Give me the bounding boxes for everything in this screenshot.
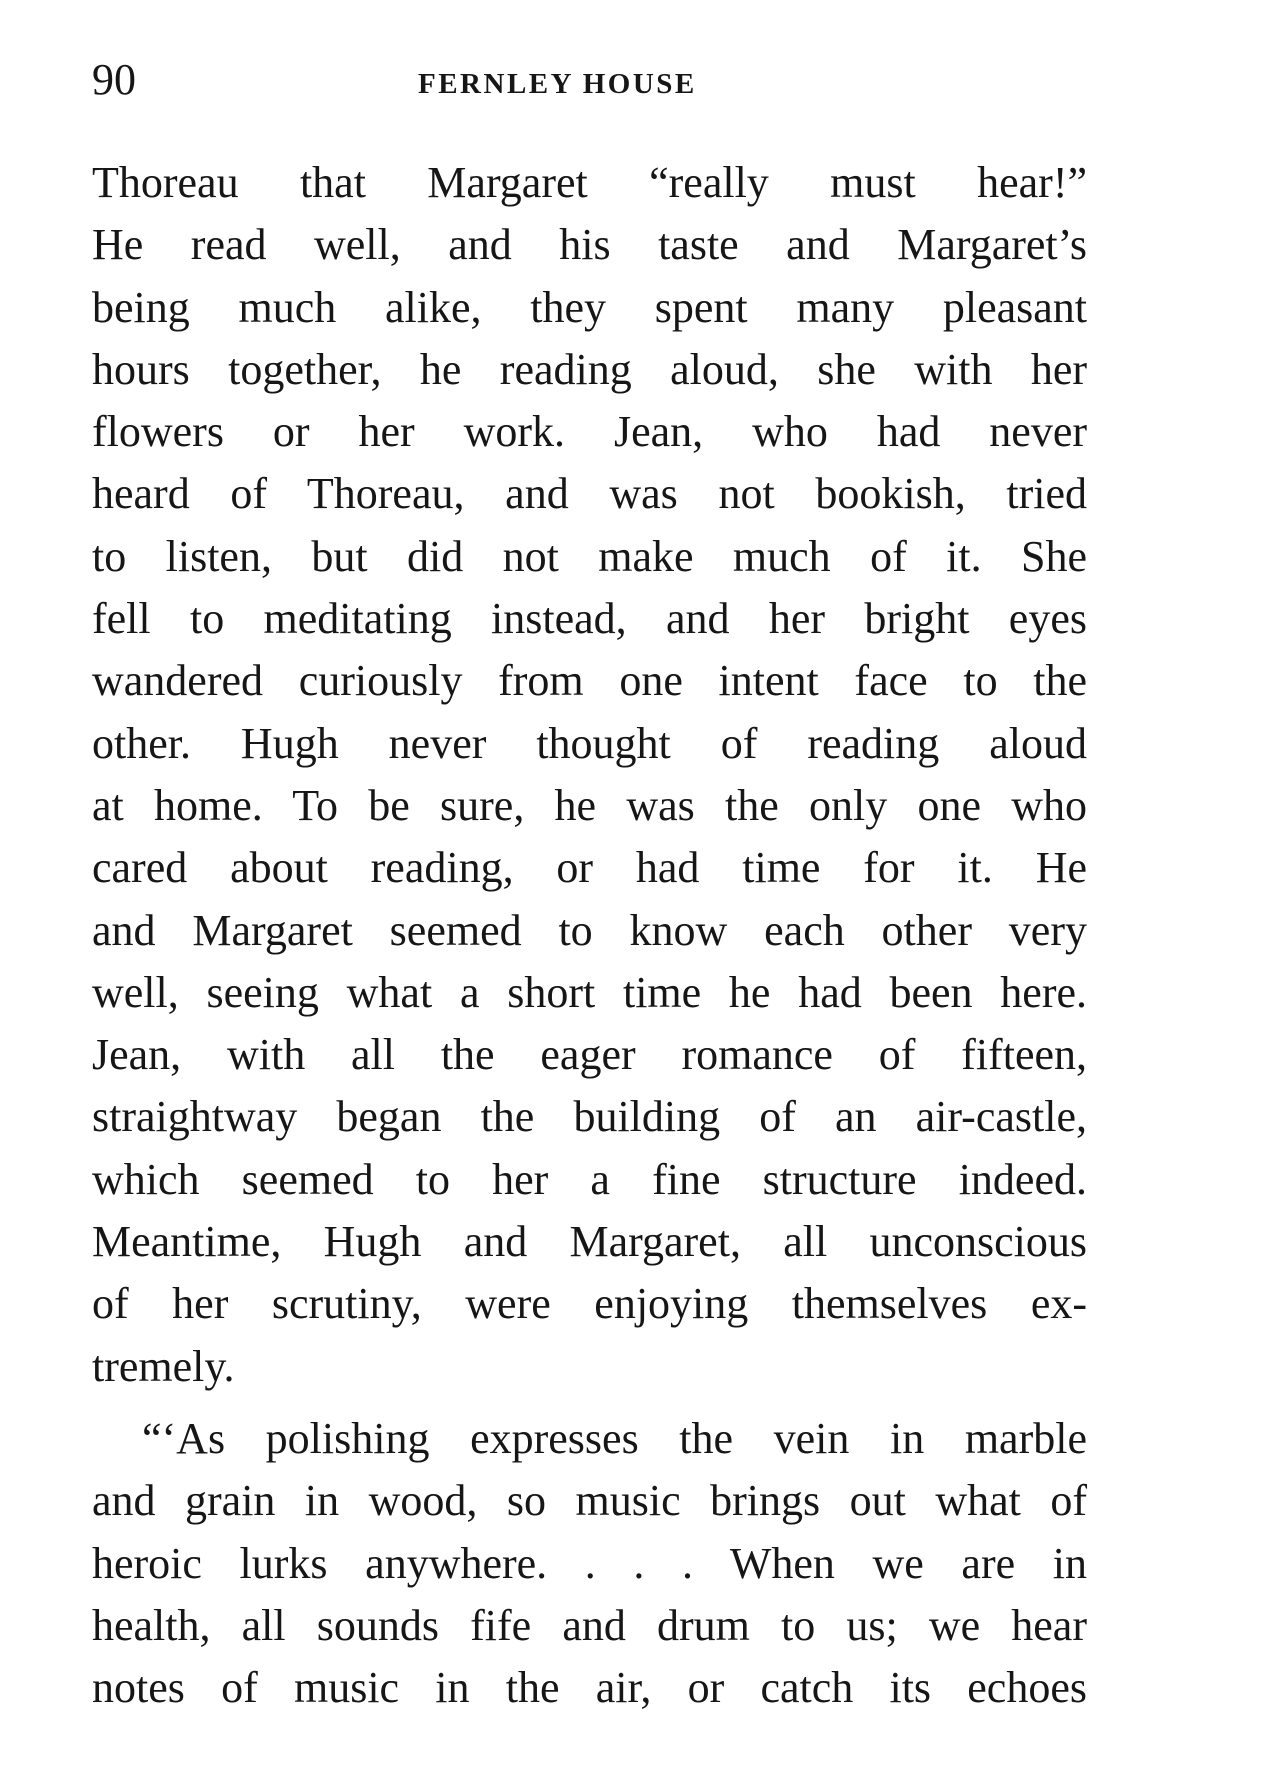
text-line: which seemed to her a fine structure indeed. <box>92 1154 1087 1204</box>
text-line: and grain in wood, so music brings out what of <box>92 1476 1087 1526</box>
text-line: wandered curiously from one intent face to the <box>92 656 1087 706</box>
text-line: heroic lurks anywhere. . . . When we are in <box>92 1538 1087 1588</box>
text-line: flowers or her work. Jean, who had never <box>92 407 1087 457</box>
text-line: other. Hugh never thought of reading aloud <box>92 718 1087 768</box>
paragraph-gap <box>92 1398 1087 1408</box>
text-line: to listen, but did not make much of it. She <box>92 531 1087 581</box>
text-line: Jean, with all the eager romance of fifteen, <box>92 1030 1087 1080</box>
paragraph <box>92 152 1087 1398</box>
text-line: notes of music in the air, or catch its echoes <box>92 1663 1087 1713</box>
text-line: of her scrutiny, were enjoying themselves ex- <box>92 1279 1087 1329</box>
text-line: fell to meditating instead, and her bright eyes <box>92 594 1087 644</box>
text-line: Thoreau that Margaret “really must hear!” <box>92 158 1087 207</box>
body-text <box>92 152 1087 1719</box>
text-line: well, seeing what a short time he had been here. <box>92 967 1087 1017</box>
text-line: tremely. <box>92 1341 235 1391</box>
text-line: and Margaret seemed to know each other very <box>92 905 1087 955</box>
text-line: being much alike, they spent many pleasant <box>92 282 1087 332</box>
text-line: Meantime, Hugh and Margaret, all unconscious <box>92 1217 1087 1267</box>
text-line: heard of Thoreau, and was not bookish, tried <box>92 469 1087 519</box>
paragraph <box>92 1408 1087 1719</box>
text-line: He read well, and his taste and Margaret’s <box>92 220 1087 270</box>
text-line: straightway began the building of an air-castle, <box>92 1092 1087 1142</box>
running-title: FERNLEY HOUSE <box>418 68 697 100</box>
text-line: hours together, he reading aloud, she with her <box>92 344 1087 394</box>
text-line: cared about reading, or had time for it. He <box>92 843 1087 893</box>
text-line: health, all sounds fife and drum to us; we hear <box>92 1600 1087 1650</box>
text-line: at home. To be sure, he was the only one who <box>92 780 1087 830</box>
page-number: 90 <box>92 55 136 104</box>
text-line: “‘As polishing expresses the vein in marble <box>142 1413 1087 1463</box>
